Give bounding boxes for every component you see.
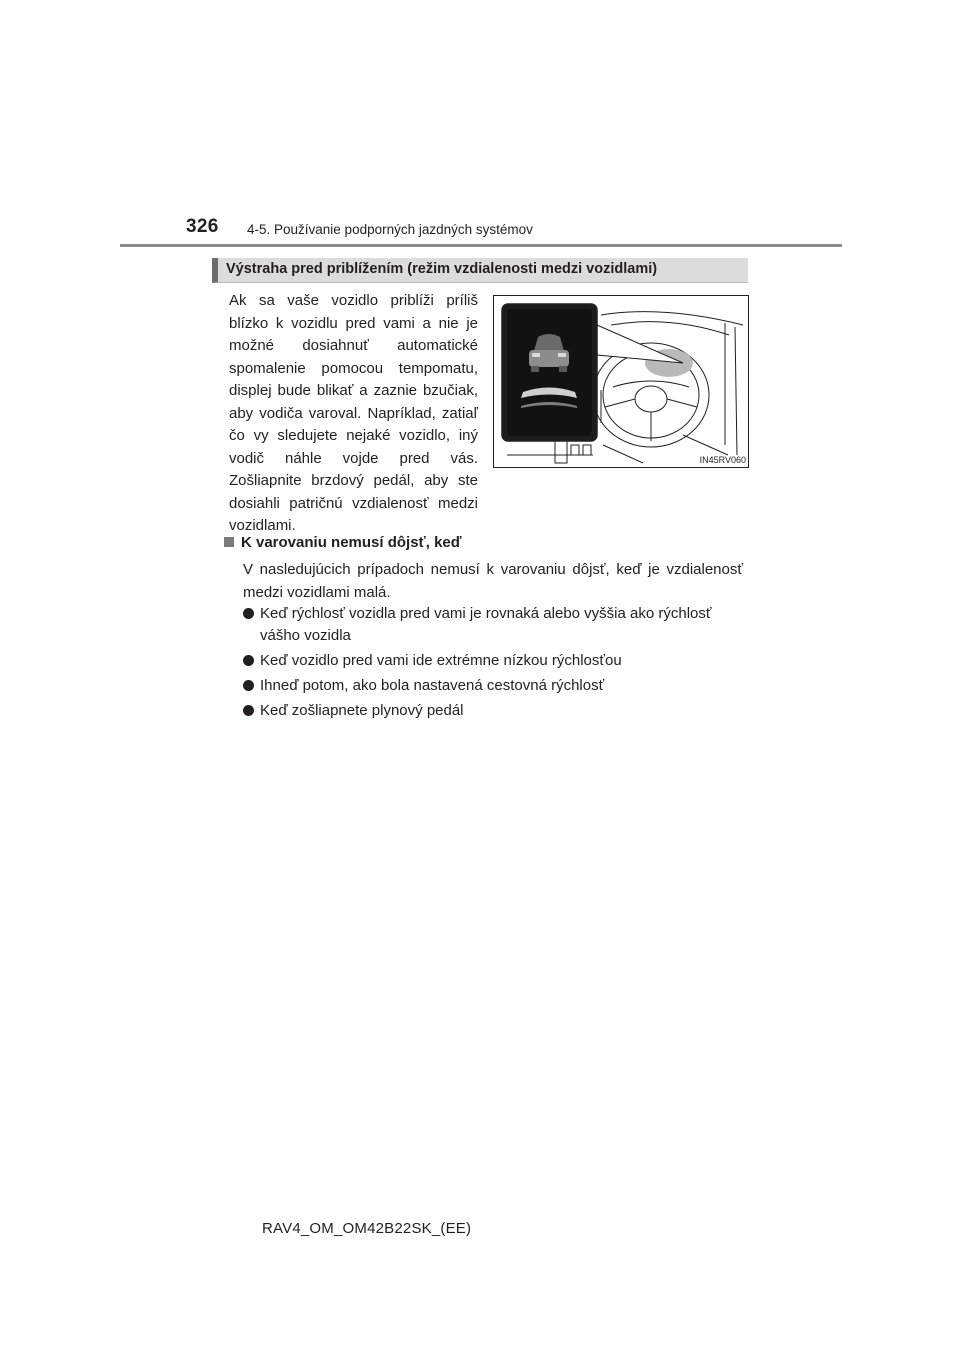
intro-paragraph: Ak sa vaše vozidlo priblíži príliš blízko k vozidlu pred vami a nie je možné dosiahnuť automatické spomalenie pomocou tempomatu, displej bude blikať a zaznie bzučiak, aby vodiča varoval. Napríklad, zatiaľ čo vy sledujete nejaké vozidlo, iný vodič náhle vojde pred vás. Zošliapnite brzdový pedál, aby ste dosiahli patričnú vzdialenosť medzi vozidlami.	[229, 292, 478, 534]
bullet-item: Keď vozidlo pred vami ide extrémne nízkou rýchlosťou	[243, 650, 743, 672]
bullet-item: Keď rýchlosť vozidla pred vami je rovnaká alebo vyššia ako rýchlosť vášho vozidla	[243, 603, 743, 647]
bullet-item: Keď zošliapnete plynový pedál	[243, 700, 743, 722]
section-title-bar	[212, 258, 748, 283]
bullet-item: Ihneď potom, ako bola nastavená cestovná rýchlosť	[243, 675, 743, 697]
body-paragraph: V nasledujúcich prípadoch nemusí k varovaniu dôjsť, keď je vzdialenosť medzi vozidlami malá.	[243, 561, 743, 601]
dashboard-warning-illustration	[493, 295, 749, 468]
subheading-text: K varovaniu nemusí dôjsť, keď	[241, 534, 462, 551]
section-title: Výstraha pred priblížením (režim vzdialenosti medzi vozidlami)	[226, 261, 658, 277]
subheading	[224, 534, 462, 551]
bullet-list	[243, 603, 743, 725]
page-number: 326	[186, 216, 219, 237]
section-header: 4-5. Používanie podporných jazdných systémov	[247, 222, 533, 237]
header-divider	[120, 244, 842, 247]
document-footer: RAV4_OM_OM42B22SK_(EE)	[262, 1220, 472, 1237]
square-bullet-icon	[224, 537, 234, 547]
illustration-code: IN45RV060	[699, 455, 746, 465]
